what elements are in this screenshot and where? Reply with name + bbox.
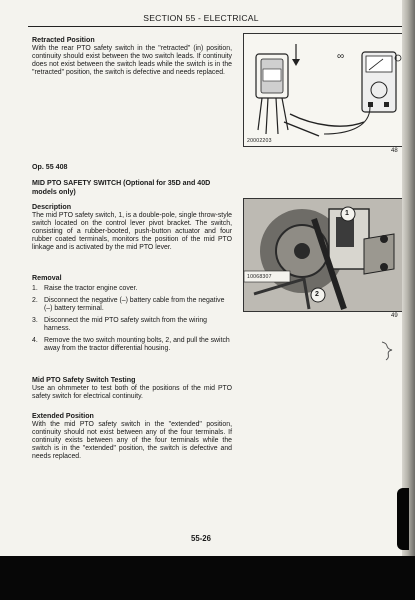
switch-ohmmeter-illustration [244,34,402,146]
figure-number: 49 [391,313,398,319]
testing-section [32,376,232,401]
header-rule [28,26,406,27]
page-number: 55-26 [191,534,211,543]
retracted-body: With the rear PTO safety switch in the "retracted" (in) position, continuity should exist between the two switch leads. If continuity does not exist between the switch leads while the switch is in the "retracted" position, the switch is defective and needs replaced. [32,44,232,76]
removal-section [32,274,232,357]
mid-switch-section [32,163,232,252]
testing-heading: Mid PTO Safety Switch Testing [32,376,136,384]
op-number: Op. 55 408 [32,163,68,171]
removal-step: 3. Disconnect the mid PTO safety switch from the wiring harness. [32,316,208,332]
figure-number: 48 [391,148,398,154]
section-header: SECTION 55 - ELECTRICAL [143,13,259,23]
extended-body: With the mid PTO safety switch in the "extended" position, continuity should not exist between any of the four terminals. If continuity exists between any of the four terminals while the switch is in the "extended" position, the switch is defective and needs replaced. [32,420,232,460]
infinity-symbol: ∞ [337,51,345,62]
section-tab-marker [397,488,409,550]
scan-bottom-border [0,556,415,600]
removal-step: 1. Raise the tractor engine cover. [32,284,138,292]
extended-heading: Extended Position [32,412,94,420]
removal-steps [32,285,232,354]
description-body: The mid PTO safety switch, 1, is a double-pole, single throw-style switch located on the control lever pivot bracket. The switch, consisting of a rubber-booted, push-button actuator and four rubber coated terminals, monitors the position of the mid PTO linkage and is activated by the mid PTO lever. [32,211,232,251]
figure-id: 10068307 [247,274,272,280]
callout-1: 1 [345,210,349,217]
figure-mid-pto-switch [243,198,403,312]
removal-step: 2. Disconnect the negative (–) battery cable from the negative (–) battery terminal. [32,296,225,312]
figure-id: 20002203 [247,138,272,144]
callout-2: 2 [315,291,319,298]
retracted-heading: Retracted Position [32,36,95,44]
description-heading: Description [32,203,72,212]
removal-step: 4. Remove the two switch mounting bolts, 2, and pull the switch away from the tractor differential housing. [32,336,230,353]
testing-body: Use an ohmmeter to test both of the positions of the mid PTO safety switch for electrical continuity. [32,384,232,400]
mid-switch-title: MID PTO SAFETY SWITCH (Optional for 35D and 40D models only) [32,179,211,196]
mid-pto-switch-photo [244,199,402,311]
margin-scribble [380,338,396,362]
extended-section [32,412,232,461]
retracted-section [32,36,232,77]
removal-heading: Removal [32,274,62,282]
figure-ohmmeter-retracted [243,33,403,147]
